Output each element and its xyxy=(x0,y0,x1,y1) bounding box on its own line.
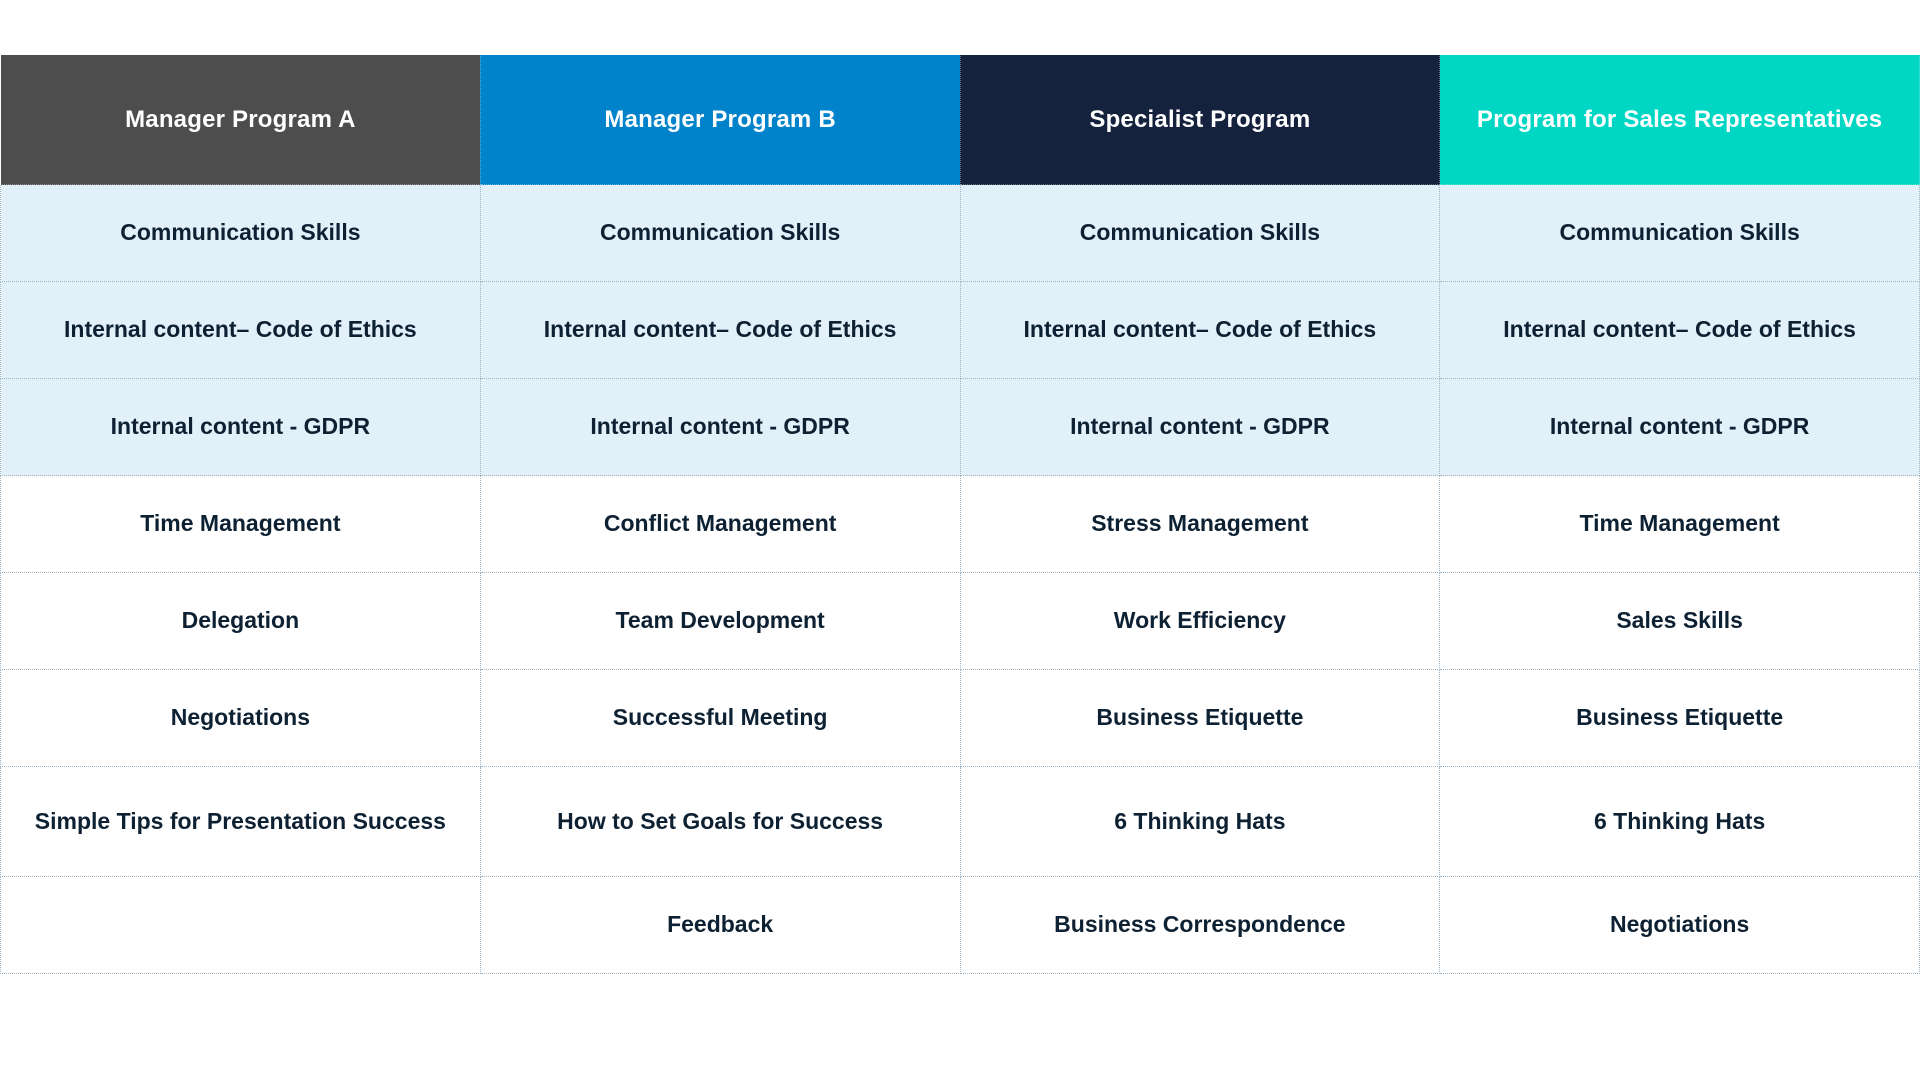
table-cell: Simple Tips for Presentation Success xyxy=(1,767,481,877)
table-cell: Negotiations xyxy=(1440,877,1920,974)
table-cell: Internal content– Code of Ethics xyxy=(480,282,960,379)
table-cell: Feedback xyxy=(480,877,960,974)
table-cell: Delegation xyxy=(1,573,481,670)
table-cell: Communication Skills xyxy=(480,185,960,282)
table-row xyxy=(1,282,1920,379)
table-cell: Negotiations xyxy=(1,670,481,767)
column-header-manager-program-a: Manager Program A xyxy=(1,55,481,185)
table-cell: How to Set Goals for Success xyxy=(480,767,960,877)
table-row xyxy=(1,476,1920,573)
table-cell: Communication Skills xyxy=(1440,185,1920,282)
table-cell: Communication Skills xyxy=(960,185,1440,282)
program-table-container xyxy=(0,54,1920,974)
table-cell: Internal content - GDPR xyxy=(1440,379,1920,476)
table-cell: Internal content - GDPR xyxy=(1,379,481,476)
table-cell: Business Etiquette xyxy=(1440,670,1920,767)
table-cell: Successful Meeting xyxy=(480,670,960,767)
table-cell: Internal content - GDPR xyxy=(960,379,1440,476)
table-cell xyxy=(1,877,481,974)
table-cell: 6 Thinking Hats xyxy=(1440,767,1920,877)
table-row xyxy=(1,185,1920,282)
table-cell: Internal content - GDPR xyxy=(480,379,960,476)
table-cell: Work Efficiency xyxy=(960,573,1440,670)
table-body xyxy=(1,185,1920,974)
table-header-row xyxy=(1,55,1920,185)
column-header-manager-program-b: Manager Program B xyxy=(480,55,960,185)
table-row xyxy=(1,877,1920,974)
table-cell: 6 Thinking Hats xyxy=(960,767,1440,877)
program-comparison-table xyxy=(0,54,1920,974)
table-cell: Internal content– Code of Ethics xyxy=(960,282,1440,379)
table-row xyxy=(1,573,1920,670)
table-row xyxy=(1,670,1920,767)
table-cell: Team Development xyxy=(480,573,960,670)
table-row xyxy=(1,379,1920,476)
column-header-specialist-program: Specialist Program xyxy=(960,55,1440,185)
table-cell: Business Correspondence xyxy=(960,877,1440,974)
table-row xyxy=(1,767,1920,877)
table-cell: Time Management xyxy=(1,476,481,573)
table-cell: Business Etiquette xyxy=(960,670,1440,767)
table-cell: Internal content– Code of Ethics xyxy=(1440,282,1920,379)
table-cell: Time Management xyxy=(1440,476,1920,573)
column-header-sales-representatives-program: Program for Sales Representatives xyxy=(1440,55,1920,185)
table-cell: Sales Skills xyxy=(1440,573,1920,670)
table-cell: Communication Skills xyxy=(1,185,481,282)
table-header xyxy=(1,55,1920,185)
table-cell: Conflict Management xyxy=(480,476,960,573)
table-cell: Internal content– Code of Ethics xyxy=(1,282,481,379)
table-cell: Stress Management xyxy=(960,476,1440,573)
